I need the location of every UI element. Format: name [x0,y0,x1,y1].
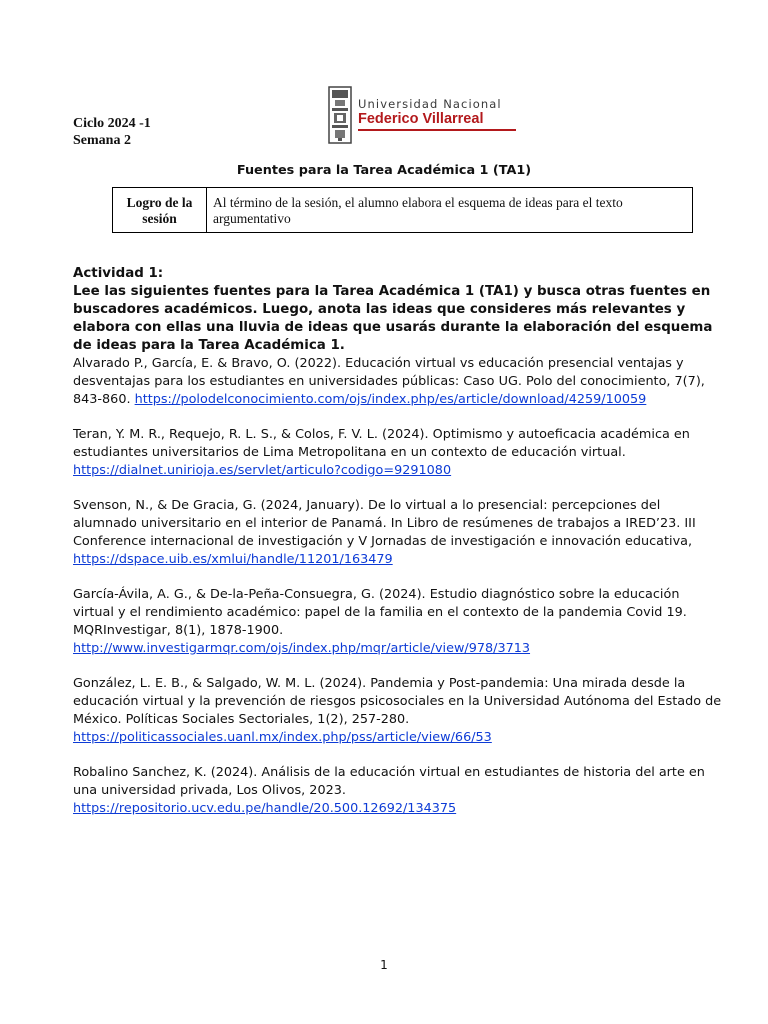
session-goal-table [112,187,693,233]
goal-label: Logro de la sesión [113,188,207,233]
reference-item [73,497,723,569]
reference-link[interactable]: https://dialnet.unirioja.es/servlet/articulo?codigo=9291080 [73,463,452,478]
reference-item [73,586,723,658]
reference-link[interactable]: https://polodelconocimiento.com/ojs/index.php/es/article/download/4259/10059 [134,392,647,407]
goal-text: Al término de la sesión, el alumno elabora el esquema de ideas para el texto argumentativo [207,188,693,233]
university-logo [328,86,516,144]
page-number: 1 [380,958,388,972]
course-cycle-block [73,115,151,149]
reference-item [73,355,723,409]
logo-rule [358,129,516,131]
logo-line1: Universidad Nacional [358,96,502,111]
week-label: Semana 2 [73,133,131,148]
activity-section [73,265,713,355]
activity-instructions: Lee las siguientes fuentes para la Tarea Académica 1 (TA1) y busca otras fuentes en buscadores académicos. Luego, anota las ideas que consideres más relevantes y elabora con ellas una lluvia de ideas que usarás durante la elaboración del esquema de ideas para la Tarea Académica 1. [73,284,713,353]
reference-text: Svenson, N., & De Gracia, G. (2024, January). De lo virtual a lo presencial: percepciones del alumnado universitario en el interior de Panamá. In Libro de resúmenes de trabajos a IRED’23. III Conference internacional de investigación y V Jornadas de investigación e innovación educativa, [73,498,696,549]
reference-item [73,426,723,480]
reference-link[interactable]: https://politicassociales.uanl.mx/index.php/pss/article/view/66/53 [73,730,492,745]
logo-line2: Federico Villarreal [358,110,484,127]
document-title: Fuentes para la Tarea Académica 1 (TA1) [236,163,532,178]
cycle-label: Ciclo 2024 -1 [73,116,151,131]
reference-list [73,355,723,835]
reference-text: Teran, Y. M. R., Requejo, R. L. S., & Colos, F. V. L. (2024). Optimismo y autoeficacia académica en estudiantes universitarios de Lima Metropolitana en un contexto de educación virtual. [73,427,690,460]
reference-text: Robalino Sanchez, K. (2024). Análisis de la educación virtual en estudiantes de historia del arte en una universidad privada, Los Olivos, 2023. [73,765,705,798]
reference-text: Alvarado P., García, E. & Bravo, O. (2022). Educación virtual vs educación presencial ventajas y desventajas para los estudiantes en universidades públicas: Caso UG. Polo del conocimiento, 7(7), 843-860. [73,356,705,407]
reference-link[interactable]: https://repositorio.ucv.edu.pe/handle/20.500.12692/134375 [73,801,457,816]
university-crest-icon [328,86,352,144]
activity-heading: Actividad 1: [73,266,164,281]
reference-text: García-Ávila, A. G., & De-la-Peña-Consuegra, G. (2024). Estudio diagnóstico sobre la educación virtual y el rendimiento académico: papel de la familia en el contexto de la pandemia Covid 19. MQRInvestigar, 8(1), 1878-1900. [73,587,687,638]
reference-item [73,764,723,818]
reference-text: González, L. E. B., & Salgado, W. M. L. (2024). Pandemia y Post-pandemia: Una mirada desde la educación virtual y la prevención de riesgos psicosociales en la Universidad Autónoma del Estado de México. Políticas Sociales Sectoriales, 1(2), 257-280. [73,676,722,727]
reference-item [73,675,723,747]
reference-link[interactable]: https://dspace.uib.es/xmlui/handle/11201/163479 [73,552,393,567]
reference-link[interactable]: http://www.investigarmqr.com/ojs/index.php/mqr/article/view/978/3713 [73,641,531,656]
